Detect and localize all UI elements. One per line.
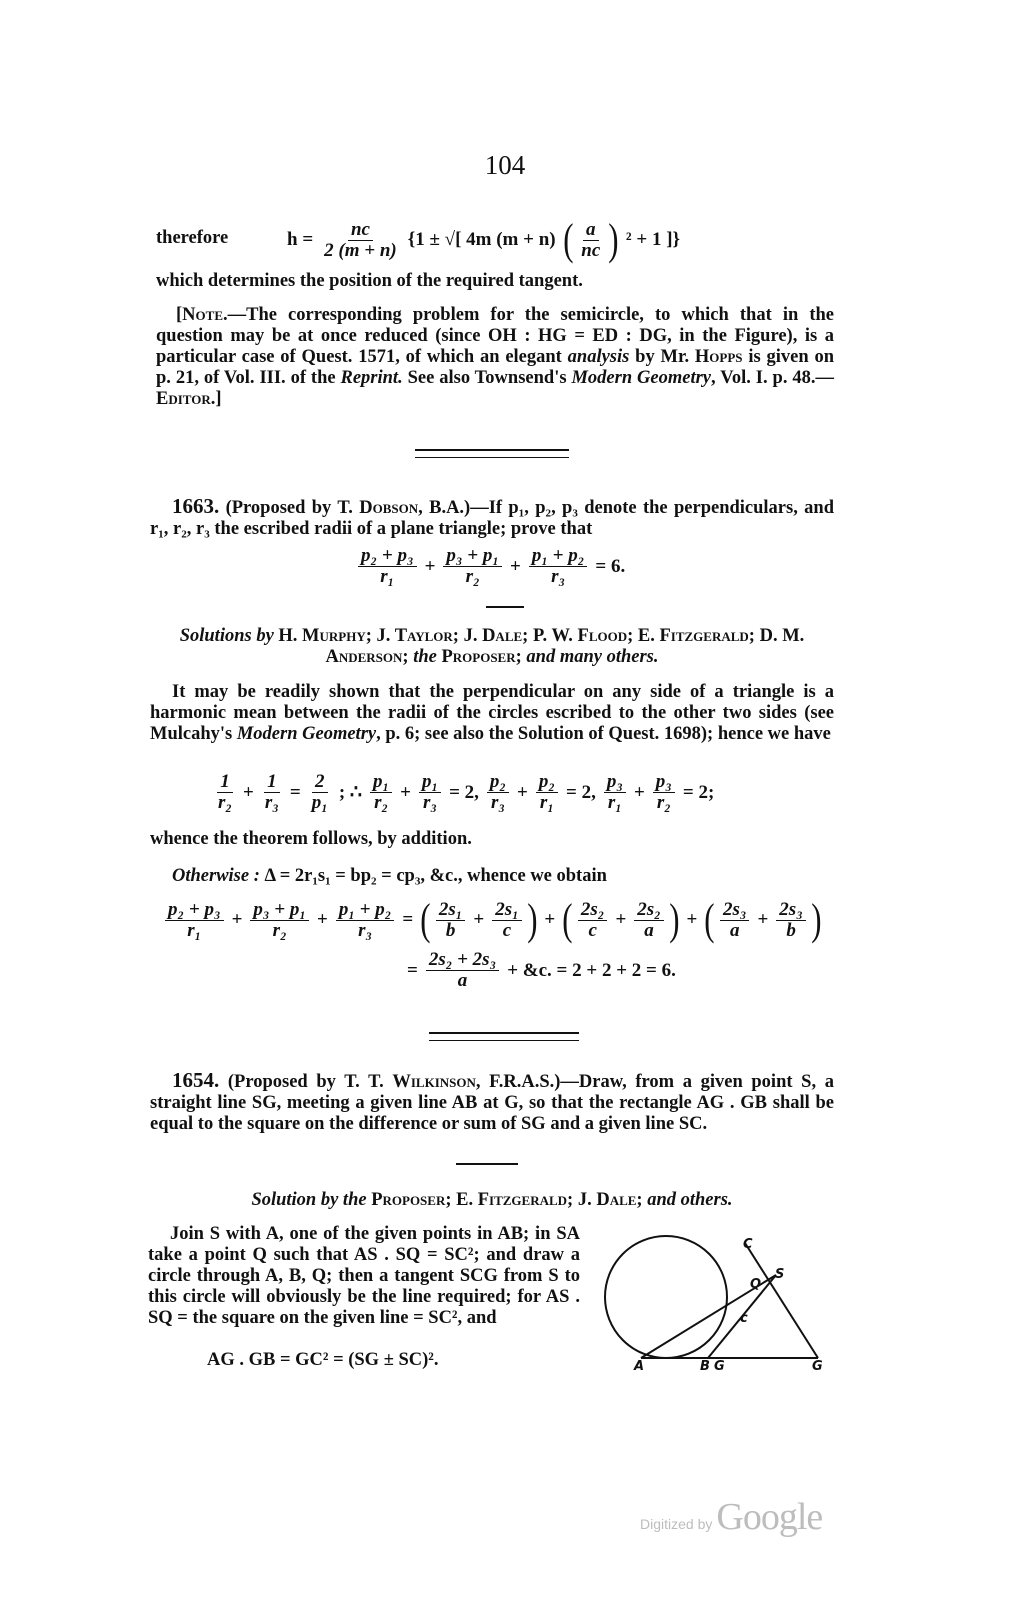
math-operator: + bbox=[509, 555, 521, 577]
parenthesis: ( bbox=[562, 215, 574, 264]
denominator: b bbox=[445, 919, 456, 941]
parenthesis: ) bbox=[811, 895, 822, 944]
body-text: Δ = 2r₁s₁ = bp₂ = cp₃, &c., whence we obtain bbox=[259, 866, 607, 886]
math-operator: = 6. bbox=[595, 555, 626, 577]
denominator: a bbox=[644, 919, 654, 941]
note-text: .—The corresponding problem for the semicircle, to which that in the question may be at once reduced (since OH : HG = ED : DG, in the Figure), is a particular case of Quest. 1571, of which an elegant bbox=[156, 305, 834, 367]
whence-text: whence the theorem follows, by addition. bbox=[150, 829, 472, 849]
numerator: 1 bbox=[264, 772, 280, 793]
italic-word: the bbox=[413, 647, 437, 667]
numerator: a bbox=[583, 220, 599, 241]
fraction bbox=[436, 900, 466, 941]
math-operator: {1 ± √[ 4m (m + n) bbox=[407, 229, 556, 250]
question-1654 bbox=[150, 1070, 834, 1135]
parenthesis: ( bbox=[562, 895, 573, 944]
fraction bbox=[492, 900, 522, 941]
otherwise-label: Otherwise : bbox=[172, 866, 260, 886]
math-operator: = bbox=[289, 781, 301, 803]
math-operator: + bbox=[473, 909, 485, 930]
solvers-1654 bbox=[150, 1190, 834, 1211]
bracket: .] bbox=[210, 389, 222, 409]
numerator: p₂ + p₃ bbox=[165, 900, 224, 921]
fraction bbox=[776, 900, 806, 941]
fraction bbox=[604, 772, 626, 813]
label-s: S bbox=[775, 1267, 785, 1282]
equation-otherwise bbox=[162, 895, 823, 944]
label-c-small: c bbox=[740, 1311, 748, 1326]
fraction bbox=[653, 772, 675, 813]
math-operator: + bbox=[424, 555, 436, 577]
math-operator: = 2; bbox=[682, 781, 715, 803]
denominator: r₂ bbox=[374, 792, 389, 813]
numerator: 2s₃ bbox=[720, 900, 750, 921]
note-name: Hopps bbox=[694, 347, 743, 367]
fraction bbox=[419, 772, 441, 813]
fraction bbox=[487, 772, 509, 813]
note-italic: analysis bbox=[567, 347, 630, 367]
numerator: 2s₂ bbox=[578, 900, 608, 921]
note-label: Note bbox=[182, 305, 223, 325]
author-name: Dobson bbox=[359, 498, 419, 518]
question-text: , B.A.)—If p₁, p₂, p₃ denote the perpendiculars, and r₁, r₂, r₃ the escribed radii of a plane triangle; prove that bbox=[150, 498, 835, 539]
fraction bbox=[336, 900, 395, 941]
denominator: r₃ bbox=[423, 792, 438, 813]
body-text: It may be readily shown that the perpendicular on any side of a triangle is a harmonic mean between the radii of the circles escribed to the other two sides (see Mulcahy's bbox=[150, 682, 834, 744]
numerator: p₃ + p₁ bbox=[443, 546, 502, 567]
italic-title: Modern Geometry bbox=[236, 724, 377, 744]
numerator: p₁ + p₂ bbox=[336, 900, 395, 921]
label-q: Q bbox=[750, 1277, 762, 1292]
question-number: 1663. bbox=[172, 494, 220, 518]
numerator: p₃ bbox=[653, 772, 675, 793]
equation-result bbox=[402, 950, 681, 991]
solutions-label: Solutions by bbox=[179, 626, 274, 646]
note-text: by Mr. bbox=[629, 347, 695, 367]
italic-word: and many others. bbox=[526, 647, 659, 667]
denominator: r₃ bbox=[551, 566, 566, 587]
denominator: r₃ bbox=[264, 792, 279, 813]
label-g: G bbox=[812, 1359, 823, 1374]
numerator: p₂ + p₃ bbox=[358, 546, 417, 567]
numerator: p₃ + p₁ bbox=[250, 900, 309, 921]
solver-names: Proposer; bbox=[436, 647, 527, 667]
note-name: Editor bbox=[156, 389, 211, 409]
denominator: 2 (m + n) bbox=[324, 239, 397, 261]
numerator: 2s₁ bbox=[492, 900, 522, 921]
section-divider bbox=[429, 1032, 579, 1041]
short-divider bbox=[486, 606, 524, 608]
note-text: , Vol. I. p. 48.— bbox=[711, 368, 834, 388]
body-text: , p. 6; see also the Solution of Quest. 1698); hence we have bbox=[376, 724, 831, 744]
math-operator: + bbox=[400, 781, 411, 803]
solution-paragraph bbox=[150, 682, 834, 745]
author-name: Wilkinson bbox=[392, 1072, 476, 1092]
math-operator: + bbox=[243, 781, 254, 803]
note-text: is given on p. 21, of Vol. III. of the bbox=[156, 347, 834, 388]
denominator: r₃ bbox=[490, 792, 505, 813]
denominator: r₁ bbox=[607, 792, 622, 813]
denominator: r₁ bbox=[539, 792, 554, 813]
numerator: p₂ bbox=[487, 772, 509, 793]
solver-names: Proposer bbox=[366, 1190, 446, 1210]
label-a: A bbox=[634, 1359, 645, 1374]
solver-names: H. Murphy; J. Taylor; J. Dale; P. W. Flood; E. Fitzgerald; D. M. Anderson; bbox=[273, 626, 805, 667]
fraction bbox=[262, 772, 282, 813]
equation-harmonic bbox=[212, 772, 719, 813]
denominator: c bbox=[502, 919, 512, 941]
numerator: p₂ bbox=[536, 772, 558, 793]
math-operator: ² + 1 ]} bbox=[625, 229, 681, 250]
final-equation: AG . GB = GC² = (SG ± SC)². bbox=[207, 1350, 439, 1370]
numerator: nc bbox=[348, 220, 373, 241]
solution-paragraph: Join S with A, one of the given points in AB; in SA take a point Q such that AS . SQ = SC²; and draw a circle through A, B, Q; then a tangent SCG from S to this circle will obviously be the line required; for AS . SQ = the square on the given line = SC², and bbox=[148, 1224, 580, 1328]
denominator: r₂ bbox=[218, 792, 233, 813]
fraction bbox=[529, 546, 588, 587]
note-italic: Modern Geometry bbox=[571, 368, 711, 388]
denominator: b bbox=[786, 919, 796, 941]
denominator: a bbox=[729, 919, 740, 941]
parenthesis: ( bbox=[420, 895, 431, 944]
therefore-label: therefore bbox=[156, 228, 229, 248]
solver-names: ; E. Fitzgerald; J. Dale; bbox=[445, 1190, 648, 1210]
question-text: (Proposed by T. bbox=[219, 498, 360, 518]
fraction bbox=[309, 772, 331, 813]
solutions-label: Solution by the bbox=[251, 1190, 367, 1210]
math-operator: = bbox=[402, 909, 414, 930]
fraction bbox=[165, 900, 224, 941]
fraction bbox=[720, 900, 750, 941]
numerator: 2s₃ bbox=[776, 900, 806, 921]
denominator: r₂ bbox=[272, 919, 287, 941]
page-number: 104 bbox=[484, 150, 526, 180]
question-text: (Proposed by T. T. bbox=[219, 1072, 393, 1092]
geometry-figure bbox=[590, 1220, 840, 1380]
math-operator: + bbox=[517, 781, 528, 803]
note-italic: Reprint. bbox=[340, 368, 403, 388]
math-operator: + &c. = 2 + 2 + 2 = 6. bbox=[507, 959, 676, 981]
fraction bbox=[370, 772, 392, 813]
label-c: C bbox=[743, 1237, 753, 1252]
numerator: 2 bbox=[312, 772, 328, 793]
denominator: r₃ bbox=[358, 919, 373, 941]
parenthesis: ) bbox=[608, 215, 619, 264]
denominator: r₁ bbox=[380, 566, 395, 587]
bracket: [ bbox=[176, 305, 183, 325]
parenthesis: ) bbox=[526, 895, 538, 944]
math-operator: + bbox=[633, 781, 645, 803]
math-operator: + bbox=[615, 909, 627, 930]
question-text: , F.R.A.S.)—Draw, from a given point S, a straight line SG, meeting a given line AB at G, so that the rectangle AG . GB shall be equal to the square on the difference or sum of SG and a given line SC. bbox=[150, 1072, 834, 1134]
math-operator: = 2, bbox=[566, 781, 596, 803]
numerator: 2s₂ bbox=[634, 900, 664, 921]
math-operator: + bbox=[316, 909, 328, 930]
fraction bbox=[578, 220, 603, 261]
denominator: r₂ bbox=[656, 792, 671, 813]
label-g2: G bbox=[714, 1359, 725, 1374]
google-logo: Google bbox=[716, 1496, 823, 1538]
google-watermark bbox=[640, 1495, 822, 1539]
math-operator: + bbox=[231, 909, 243, 930]
equation-h bbox=[282, 212, 685, 268]
short-divider bbox=[456, 1163, 518, 1165]
solvers-1663 bbox=[150, 626, 834, 668]
fraction bbox=[426, 950, 499, 991]
question-1663 bbox=[150, 496, 834, 540]
denominator: p₁ bbox=[311, 792, 328, 813]
fraction bbox=[443, 546, 502, 587]
numerator: 2s₁ bbox=[436, 900, 466, 921]
math-operator: ; ∴ bbox=[338, 782, 363, 803]
math-operator: h = bbox=[287, 229, 314, 250]
italic-word: and others. bbox=[647, 1190, 733, 1210]
denominator: nc bbox=[581, 239, 601, 261]
equation-1663 bbox=[355, 546, 630, 587]
math-operator: + bbox=[686, 909, 698, 930]
math-operator: + bbox=[757, 909, 769, 930]
label-b: B bbox=[700, 1359, 710, 1374]
numerator: 1 bbox=[217, 772, 233, 793]
fraction bbox=[578, 900, 608, 941]
otherwise-line bbox=[172, 866, 607, 887]
parenthesis: ( bbox=[704, 895, 715, 944]
fraction bbox=[321, 220, 400, 261]
note-text: See also Townsend's bbox=[402, 368, 572, 388]
numerator: p₁ bbox=[419, 772, 441, 793]
denominator: a bbox=[457, 970, 468, 991]
watermark-text: Digitized by bbox=[640, 1516, 713, 1532]
question-number: 1654. bbox=[172, 1068, 220, 1092]
denominator: r₁ bbox=[187, 919, 202, 941]
math-operator: = bbox=[407, 959, 418, 981]
denominator: c bbox=[588, 919, 597, 941]
math-operator: + bbox=[544, 909, 556, 930]
numerator: p₁ + p₂ bbox=[529, 546, 588, 567]
section-divider bbox=[415, 449, 569, 458]
fraction bbox=[358, 546, 417, 587]
parenthesis: ) bbox=[668, 895, 680, 944]
fraction bbox=[215, 772, 235, 813]
math-operator: = 2, bbox=[449, 781, 479, 803]
denominator: r₂ bbox=[465, 566, 480, 587]
fraction bbox=[634, 900, 664, 941]
editor-note bbox=[156, 305, 834, 410]
circle bbox=[605, 1236, 727, 1358]
fraction bbox=[250, 900, 309, 941]
which-determines-text: which determines the position of the required tangent. bbox=[156, 271, 583, 291]
numerator: p₁ bbox=[370, 772, 392, 793]
numerator: 2s₂ + 2s₃ bbox=[426, 950, 499, 971]
fraction bbox=[536, 772, 558, 813]
numerator: p₃ bbox=[604, 772, 626, 793]
